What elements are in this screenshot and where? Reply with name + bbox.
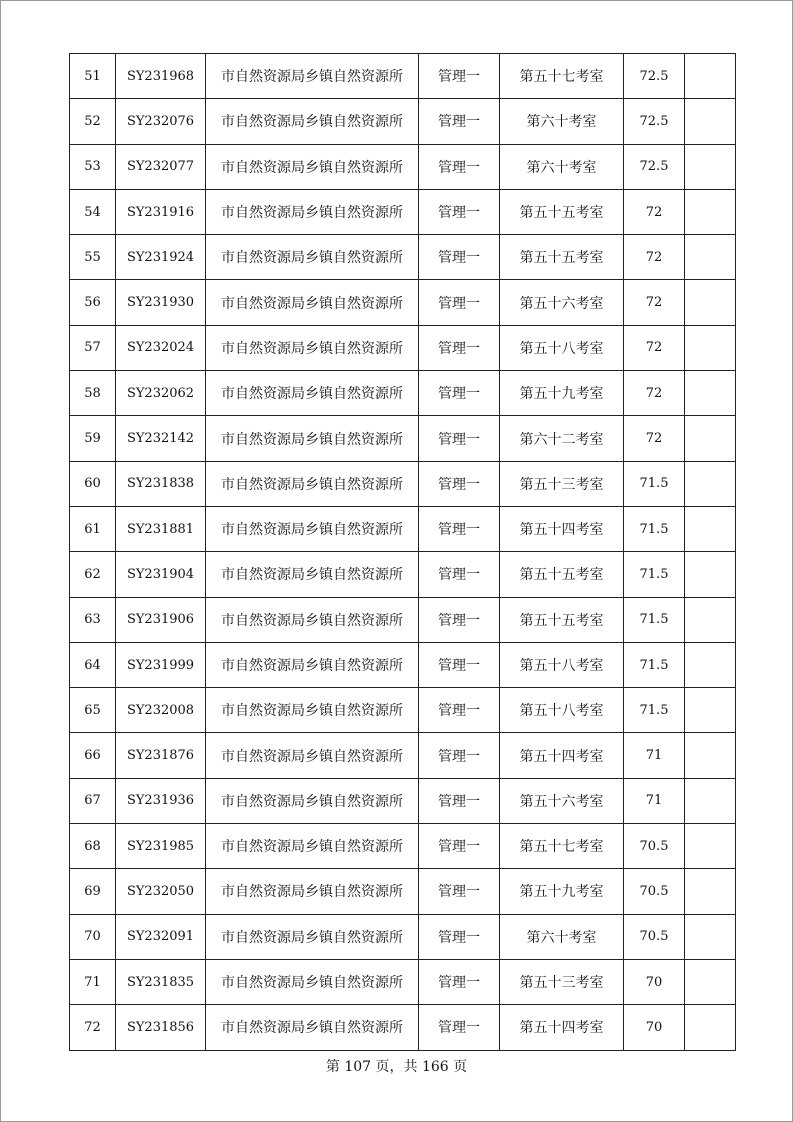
- note-cell: [685, 189, 736, 234]
- unit-cell: 市自然资源局乡镇自然资源所: [206, 99, 419, 144]
- position-cell: 管理一: [419, 235, 500, 280]
- unit-cell: 市自然资源局乡镇自然资源所: [206, 688, 419, 733]
- unit-cell: 市自然资源局乡镇自然资源所: [206, 54, 419, 99]
- score-cell: 71: [624, 778, 685, 823]
- exam-id-cell: SY231904: [116, 552, 206, 597]
- exam-room-cell: 第五十八考室: [500, 688, 624, 733]
- note-cell: [685, 914, 736, 959]
- table-row: [70, 642, 736, 687]
- score-cell: 71.5: [624, 642, 685, 687]
- unit-cell: 市自然资源局乡镇自然资源所: [206, 778, 419, 823]
- row-index-cell: 61: [70, 506, 116, 551]
- exam-id-cell: SY231930: [116, 280, 206, 325]
- exam-id-cell: SY231924: [116, 235, 206, 280]
- exam-room-cell: 第六十考室: [500, 144, 624, 189]
- table-row: [70, 461, 736, 506]
- table-row: [70, 959, 736, 1004]
- score-cell: 70: [624, 959, 685, 1004]
- row-index-cell: 72: [70, 1005, 116, 1050]
- table-row: [70, 99, 736, 144]
- exam-room-cell: 第五十六考室: [500, 778, 624, 823]
- position-cell: 管理一: [419, 778, 500, 823]
- row-index-cell: 71: [70, 959, 116, 1004]
- score-cell: 72.5: [624, 99, 685, 144]
- table-row: [70, 371, 736, 416]
- exam-room-cell: 第五十四考室: [500, 1005, 624, 1050]
- exam-room-cell: 第五十五考室: [500, 552, 624, 597]
- exam-room-cell: 第六十二考室: [500, 416, 624, 461]
- table-row: [70, 688, 736, 733]
- score-cell: 72: [624, 235, 685, 280]
- row-index-cell: 67: [70, 778, 116, 823]
- exam-id-cell: SY231838: [116, 461, 206, 506]
- row-index-cell: 54: [70, 189, 116, 234]
- unit-cell: 市自然资源局乡镇自然资源所: [206, 552, 419, 597]
- unit-cell: 市自然资源局乡镇自然资源所: [206, 733, 419, 778]
- table-row: [70, 54, 736, 99]
- score-cell: 72.5: [624, 54, 685, 99]
- table-row: [70, 280, 736, 325]
- row-index-cell: 53: [70, 144, 116, 189]
- score-cell: 71.5: [624, 688, 685, 733]
- score-cell: 72: [624, 325, 685, 370]
- exam-id-cell: SY231906: [116, 597, 206, 642]
- exam-id-cell: SY231876: [116, 733, 206, 778]
- row-index-cell: 69: [70, 869, 116, 914]
- exam-room-cell: 第五十三考室: [500, 461, 624, 506]
- unit-cell: 市自然资源局乡镇自然资源所: [206, 144, 419, 189]
- exam-id-cell: SY232062: [116, 371, 206, 416]
- note-cell: [685, 1005, 736, 1050]
- score-cell: 72: [624, 189, 685, 234]
- position-cell: 管理一: [419, 371, 500, 416]
- row-index-cell: 62: [70, 552, 116, 597]
- note-cell: [685, 371, 736, 416]
- exam-id-cell: SY231936: [116, 778, 206, 823]
- table-row: [70, 778, 736, 823]
- exam-room-cell: 第五十九考室: [500, 371, 624, 416]
- row-index-cell: 65: [70, 688, 116, 733]
- position-cell: 管理一: [419, 325, 500, 370]
- position-cell: 管理一: [419, 552, 500, 597]
- note-cell: [685, 869, 736, 914]
- note-cell: [685, 506, 736, 551]
- row-index-cell: 68: [70, 824, 116, 869]
- exam-room-cell: 第五十五考室: [500, 189, 624, 234]
- note-cell: [685, 416, 736, 461]
- note-cell: [685, 597, 736, 642]
- exam-room-cell: 第五十四考室: [500, 506, 624, 551]
- unit-cell: 市自然资源局乡镇自然资源所: [206, 824, 419, 869]
- unit-cell: 市自然资源局乡镇自然资源所: [206, 1005, 419, 1050]
- table-row: [70, 1005, 736, 1050]
- table-row: [70, 914, 736, 959]
- exam-room-cell: 第五十三考室: [500, 959, 624, 1004]
- position-cell: 管理一: [419, 824, 500, 869]
- row-index-cell: 60: [70, 461, 116, 506]
- exam-room-cell: 第五十六考室: [500, 280, 624, 325]
- unit-cell: 市自然资源局乡镇自然资源所: [206, 280, 419, 325]
- exam-id-cell: SY231916: [116, 189, 206, 234]
- table-row: [70, 416, 736, 461]
- exam-id-cell: SY231968: [116, 54, 206, 99]
- exam-id-cell: SY232142: [116, 416, 206, 461]
- note-cell: [685, 99, 736, 144]
- exam-id-cell: SY232024: [116, 325, 206, 370]
- row-index-cell: 55: [70, 235, 116, 280]
- table-row: [70, 506, 736, 551]
- note-cell: [685, 733, 736, 778]
- exam-id-cell: SY231985: [116, 824, 206, 869]
- score-cell: 71.5: [624, 597, 685, 642]
- note-cell: [685, 642, 736, 687]
- row-index-cell: 57: [70, 325, 116, 370]
- position-cell: 管理一: [419, 280, 500, 325]
- unit-cell: 市自然资源局乡镇自然资源所: [206, 416, 419, 461]
- unit-cell: 市自然资源局乡镇自然资源所: [206, 597, 419, 642]
- row-index-cell: 58: [70, 371, 116, 416]
- score-cell: 72: [624, 371, 685, 416]
- row-index-cell: 63: [70, 597, 116, 642]
- position-cell: 管理一: [419, 189, 500, 234]
- row-index-cell: 51: [70, 54, 116, 99]
- note-cell: [685, 280, 736, 325]
- position-cell: 管理一: [419, 597, 500, 642]
- table-body: [70, 54, 736, 1051]
- results-table: [69, 53, 736, 1051]
- position-cell: 管理一: [419, 506, 500, 551]
- table-row: [70, 552, 736, 597]
- unit-cell: 市自然资源局乡镇自然资源所: [206, 371, 419, 416]
- note-cell: [685, 688, 736, 733]
- unit-cell: 市自然资源局乡镇自然资源所: [206, 914, 419, 959]
- score-cell: 72: [624, 280, 685, 325]
- exam-id-cell: SY231856: [116, 1005, 206, 1050]
- position-cell: 管理一: [419, 416, 500, 461]
- note-cell: [685, 824, 736, 869]
- position-cell: 管理一: [419, 959, 500, 1004]
- position-cell: 管理一: [419, 914, 500, 959]
- note-cell: [685, 235, 736, 280]
- table-row: [70, 824, 736, 869]
- score-cell: 70.5: [624, 869, 685, 914]
- unit-cell: 市自然资源局乡镇自然资源所: [206, 189, 419, 234]
- exam-id-cell: SY232050: [116, 869, 206, 914]
- exam-id-cell: SY231881: [116, 506, 206, 551]
- table-row: [70, 597, 736, 642]
- exam-room-cell: 第六十考室: [500, 914, 624, 959]
- exam-room-cell: 第五十八考室: [500, 325, 624, 370]
- position-cell: 管理一: [419, 733, 500, 778]
- row-index-cell: 56: [70, 280, 116, 325]
- exam-room-cell: 第五十五考室: [500, 235, 624, 280]
- unit-cell: 市自然资源局乡镇自然资源所: [206, 869, 419, 914]
- exam-id-cell: SY232077: [116, 144, 206, 189]
- unit-cell: 市自然资源局乡镇自然资源所: [206, 506, 419, 551]
- table-row: [70, 189, 736, 234]
- exam-room-cell: 第五十九考室: [500, 869, 624, 914]
- exam-room-cell: 第六十考室: [500, 99, 624, 144]
- position-cell: 管理一: [419, 54, 500, 99]
- row-index-cell: 70: [70, 914, 116, 959]
- note-cell: [685, 325, 736, 370]
- unit-cell: 市自然资源局乡镇自然资源所: [206, 461, 419, 506]
- position-cell: 管理一: [419, 1005, 500, 1050]
- exam-id-cell: SY232008: [116, 688, 206, 733]
- position-cell: 管理一: [419, 869, 500, 914]
- table-row: [70, 733, 736, 778]
- unit-cell: 市自然资源局乡镇自然资源所: [206, 325, 419, 370]
- score-cell: 70: [624, 1005, 685, 1050]
- row-index-cell: 64: [70, 642, 116, 687]
- table-row: [70, 325, 736, 370]
- unit-cell: 市自然资源局乡镇自然资源所: [206, 642, 419, 687]
- note-cell: [685, 778, 736, 823]
- table-row: [70, 869, 736, 914]
- note-cell: [685, 959, 736, 1004]
- unit-cell: 市自然资源局乡镇自然资源所: [206, 959, 419, 1004]
- score-cell: 70.5: [624, 914, 685, 959]
- score-cell: 71.5: [624, 506, 685, 551]
- score-cell: 70.5: [624, 824, 685, 869]
- table-row: [70, 235, 736, 280]
- unit-cell: 市自然资源局乡镇自然资源所: [206, 235, 419, 280]
- position-cell: 管理一: [419, 688, 500, 733]
- score-cell: 71.5: [624, 461, 685, 506]
- row-index-cell: 66: [70, 733, 116, 778]
- row-index-cell: 52: [70, 99, 116, 144]
- note-cell: [685, 552, 736, 597]
- exam-id-cell: SY232076: [116, 99, 206, 144]
- table-row: [70, 144, 736, 189]
- score-cell: 71.5: [624, 552, 685, 597]
- position-cell: 管理一: [419, 99, 500, 144]
- row-index-cell: 59: [70, 416, 116, 461]
- exam-id-cell: SY231999: [116, 642, 206, 687]
- note-cell: [685, 144, 736, 189]
- position-cell: 管理一: [419, 642, 500, 687]
- score-cell: 71: [624, 733, 685, 778]
- position-cell: 管理一: [419, 461, 500, 506]
- exam-room-cell: 第五十四考室: [500, 733, 624, 778]
- position-cell: 管理一: [419, 144, 500, 189]
- exam-room-cell: 第五十七考室: [500, 54, 624, 99]
- page-footer: 第 107 页，共 166 页: [325, 1059, 468, 1075]
- note-cell: [685, 461, 736, 506]
- score-cell: 72: [624, 416, 685, 461]
- exam-room-cell: 第五十五考室: [500, 597, 624, 642]
- exam-id-cell: SY232091: [116, 914, 206, 959]
- exam-id-cell: SY231835: [116, 959, 206, 1004]
- exam-room-cell: 第五十七考室: [500, 824, 624, 869]
- score-cell: 72.5: [624, 144, 685, 189]
- note-cell: [685, 54, 736, 99]
- exam-room-cell: 第五十八考室: [500, 642, 624, 687]
